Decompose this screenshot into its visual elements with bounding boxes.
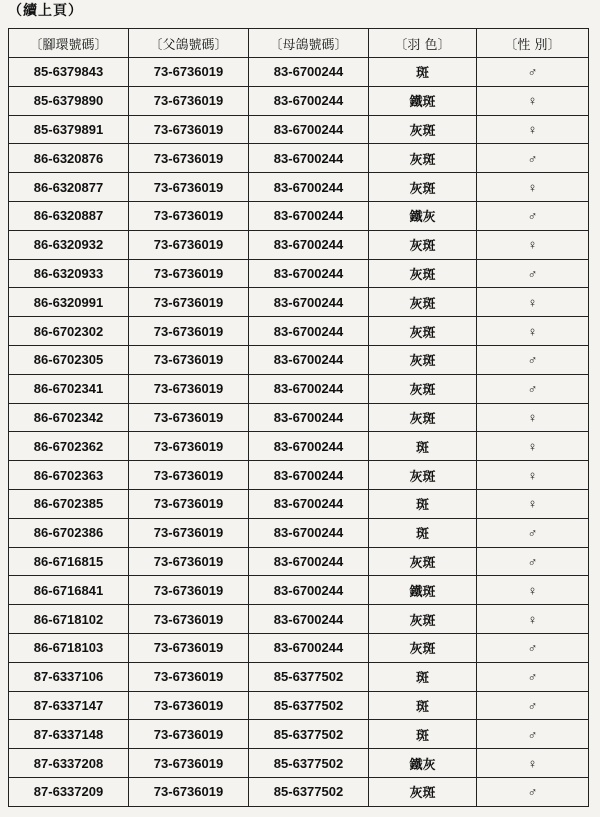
ring-number-cell: 85-6379891 (9, 115, 129, 144)
feather-color-cell: 灰斑 (369, 115, 477, 144)
table-row (9, 374, 589, 403)
sex-symbol-cell: ♀ (477, 461, 589, 490)
feather-color-cell: 灰斑 (369, 259, 477, 288)
feather-color-cell: 斑 (369, 432, 477, 461)
ring-number-cell: 87-6337106 (9, 662, 129, 691)
feather-color-cell: 灰斑 (369, 461, 477, 490)
father-number-cell: 73-6736019 (129, 201, 249, 230)
father-number-cell: 73-6736019 (129, 374, 249, 403)
table-row (9, 259, 589, 288)
sex-symbol-cell: ♂ (477, 259, 589, 288)
sex-symbol-cell: ♂ (477, 58, 589, 87)
table-row (9, 115, 589, 144)
header-ring-number: 〔腳環號碼〕 (9, 29, 129, 58)
mother-number-cell: 85-6377502 (249, 662, 369, 691)
table-row (9, 691, 589, 720)
sex-symbol-cell: ♀ (477, 86, 589, 115)
mother-number-cell: 83-6700244 (249, 230, 369, 259)
table-row (9, 489, 589, 518)
ring-number-cell: 86-6702341 (9, 374, 129, 403)
feather-color-cell: 斑 (369, 489, 477, 518)
feather-color-cell: 灰斑 (369, 633, 477, 662)
sex-symbol-cell: ♀ (477, 173, 589, 202)
feather-color-cell: 灰斑 (369, 547, 477, 576)
mother-number-cell: 85-6377502 (249, 691, 369, 720)
header-sex: 〔性 別〕 (477, 29, 589, 58)
mother-number-cell: 83-6700244 (249, 547, 369, 576)
ring-number-cell: 86-6702386 (9, 518, 129, 547)
mother-number-cell: 83-6700244 (249, 317, 369, 346)
table-row (9, 547, 589, 576)
sex-symbol-cell: ♂ (477, 662, 589, 691)
table-row (9, 605, 589, 634)
table-row (9, 201, 589, 230)
ring-number-cell: 85-6379843 (9, 58, 129, 87)
mother-number-cell: 83-6700244 (249, 345, 369, 374)
feather-color-cell: 灰斑 (369, 345, 477, 374)
table-row (9, 403, 589, 432)
mother-number-cell: 83-6700244 (249, 288, 369, 317)
father-number-cell: 73-6736019 (129, 58, 249, 87)
header-father-number: 〔父鴿號碼〕 (129, 29, 249, 58)
ring-number-cell: 86-6320991 (9, 288, 129, 317)
sex-symbol-cell: ♂ (477, 720, 589, 749)
table-row (9, 230, 589, 259)
ring-number-cell: 86-6702342 (9, 403, 129, 432)
mother-number-cell: 83-6700244 (249, 633, 369, 662)
table-body (9, 58, 589, 807)
table-row (9, 173, 589, 202)
father-number-cell: 73-6736019 (129, 173, 249, 202)
feather-color-cell: 鐵灰 (369, 201, 477, 230)
feather-color-cell: 斑 (369, 720, 477, 749)
ring-number-cell: 87-6337148 (9, 720, 129, 749)
feather-color-cell: 灰斑 (369, 288, 477, 317)
ring-number-cell: 86-6718102 (9, 605, 129, 634)
sex-symbol-cell: ♀ (477, 749, 589, 778)
table-row (9, 86, 589, 115)
ring-number-cell: 86-6716815 (9, 547, 129, 576)
ring-number-cell: 86-6702385 (9, 489, 129, 518)
feather-color-cell: 斑 (369, 662, 477, 691)
sex-symbol-cell: ♀ (477, 317, 589, 346)
ring-number-cell: 86-6702302 (9, 317, 129, 346)
father-number-cell: 73-6736019 (129, 576, 249, 605)
mother-number-cell: 85-6377502 (249, 777, 369, 806)
sex-symbol-cell: ♂ (477, 633, 589, 662)
sex-symbol-cell: ♂ (477, 777, 589, 806)
table-row (9, 662, 589, 691)
father-number-cell: 73-6736019 (129, 633, 249, 662)
table-row (9, 633, 589, 662)
father-number-cell: 73-6736019 (129, 345, 249, 374)
father-number-cell: 73-6736019 (129, 749, 249, 778)
table-row (9, 461, 589, 490)
sex-symbol-cell: ♀ (477, 115, 589, 144)
mother-number-cell: 83-6700244 (249, 461, 369, 490)
sex-symbol-cell: ♀ (477, 288, 589, 317)
mother-number-cell: 83-6700244 (249, 259, 369, 288)
table-row (9, 720, 589, 749)
sex-symbol-cell: ♂ (477, 518, 589, 547)
mother-number-cell: 83-6700244 (249, 605, 369, 634)
father-number-cell: 73-6736019 (129, 317, 249, 346)
father-number-cell: 73-6736019 (129, 489, 249, 518)
feather-color-cell: 鐵斑 (369, 576, 477, 605)
sex-symbol-cell: ♂ (477, 374, 589, 403)
mother-number-cell: 83-6700244 (249, 432, 369, 461)
table-row (9, 288, 589, 317)
ring-number-cell: 86-6716841 (9, 576, 129, 605)
father-number-cell: 73-6736019 (129, 86, 249, 115)
ring-number-cell: 87-6337147 (9, 691, 129, 720)
ring-number-cell: 86-6702363 (9, 461, 129, 490)
ring-number-cell: 86-6320876 (9, 144, 129, 173)
ring-number-cell: 86-6320932 (9, 230, 129, 259)
mother-number-cell: 83-6700244 (249, 374, 369, 403)
mother-number-cell: 83-6700244 (249, 144, 369, 173)
sex-symbol-cell: ♀ (477, 489, 589, 518)
mother-number-cell: 83-6700244 (249, 115, 369, 144)
mother-number-cell: 83-6700244 (249, 489, 369, 518)
ring-number-cell: 87-6337208 (9, 749, 129, 778)
mother-number-cell: 85-6377502 (249, 720, 369, 749)
feather-color-cell: 灰斑 (369, 144, 477, 173)
feather-color-cell: 灰斑 (369, 777, 477, 806)
feather-color-cell: 斑 (369, 518, 477, 547)
father-number-cell: 73-6736019 (129, 144, 249, 173)
father-number-cell: 73-6736019 (129, 288, 249, 317)
father-number-cell: 73-6736019 (129, 547, 249, 576)
ring-number-cell: 85-6379890 (9, 86, 129, 115)
ring-number-cell: 86-6702362 (9, 432, 129, 461)
table-row (9, 58, 589, 87)
ring-number-cell: 86-6320877 (9, 173, 129, 202)
feather-color-cell: 鐵斑 (369, 86, 477, 115)
ring-number-cell: 87-6337209 (9, 777, 129, 806)
mother-number-cell: 83-6700244 (249, 201, 369, 230)
father-number-cell: 73-6736019 (129, 605, 249, 634)
feather-color-cell: 斑 (369, 58, 477, 87)
father-number-cell: 73-6736019 (129, 662, 249, 691)
table-row (9, 317, 589, 346)
mother-number-cell: 83-6700244 (249, 86, 369, 115)
feather-color-cell: 斑 (369, 691, 477, 720)
feather-color-cell: 灰斑 (369, 230, 477, 259)
father-number-cell: 73-6736019 (129, 230, 249, 259)
sex-symbol-cell: ♂ (477, 691, 589, 720)
father-number-cell: 73-6736019 (129, 720, 249, 749)
father-number-cell: 73-6736019 (129, 461, 249, 490)
table-row (9, 345, 589, 374)
sex-symbol-cell: ♂ (477, 144, 589, 173)
feather-color-cell: 灰斑 (369, 317, 477, 346)
continued-caption: （續上頁） (8, 3, 83, 19)
sex-symbol-cell: ♀ (477, 403, 589, 432)
father-number-cell: 73-6736019 (129, 777, 249, 806)
table-row (9, 144, 589, 173)
mother-number-cell: 83-6700244 (249, 403, 369, 432)
table-row (9, 749, 589, 778)
feather-color-cell: 灰斑 (369, 403, 477, 432)
father-number-cell: 73-6736019 (129, 115, 249, 144)
table-header-row (9, 29, 589, 58)
mother-number-cell: 83-6700244 (249, 58, 369, 87)
table-row (9, 777, 589, 806)
mother-number-cell: 83-6700244 (249, 576, 369, 605)
sex-symbol-cell: ♂ (477, 547, 589, 576)
ring-number-cell: 86-6320933 (9, 259, 129, 288)
sex-symbol-cell: ♀ (477, 432, 589, 461)
father-number-cell: 73-6736019 (129, 432, 249, 461)
feather-color-cell: 灰斑 (369, 173, 477, 202)
sex-symbol-cell: ♀ (477, 576, 589, 605)
mother-number-cell: 83-6700244 (249, 173, 369, 202)
ring-number-cell: 86-6320887 (9, 201, 129, 230)
father-number-cell: 73-6736019 (129, 518, 249, 547)
father-number-cell: 73-6736019 (129, 259, 249, 288)
sex-symbol-cell: ♂ (477, 345, 589, 374)
pigeon-ledger-table (8, 28, 589, 807)
mother-number-cell: 83-6700244 (249, 518, 369, 547)
feather-color-cell: 灰斑 (369, 374, 477, 403)
father-number-cell: 73-6736019 (129, 691, 249, 720)
table-row (9, 576, 589, 605)
header-feather-color: 〔羽 色〕 (369, 29, 477, 58)
header-mother-number: 〔母鴿號碼〕 (249, 29, 369, 58)
feather-color-cell: 鐵灰 (369, 749, 477, 778)
feather-color-cell: 灰斑 (369, 605, 477, 634)
table-row (9, 432, 589, 461)
father-number-cell: 73-6736019 (129, 403, 249, 432)
ring-number-cell: 86-6702305 (9, 345, 129, 374)
sex-symbol-cell: ♀ (477, 605, 589, 634)
ring-number-cell: 86-6718103 (9, 633, 129, 662)
mother-number-cell: 85-6377502 (249, 749, 369, 778)
table-row (9, 518, 589, 547)
sex-symbol-cell: ♂ (477, 201, 589, 230)
sex-symbol-cell: ♀ (477, 230, 589, 259)
